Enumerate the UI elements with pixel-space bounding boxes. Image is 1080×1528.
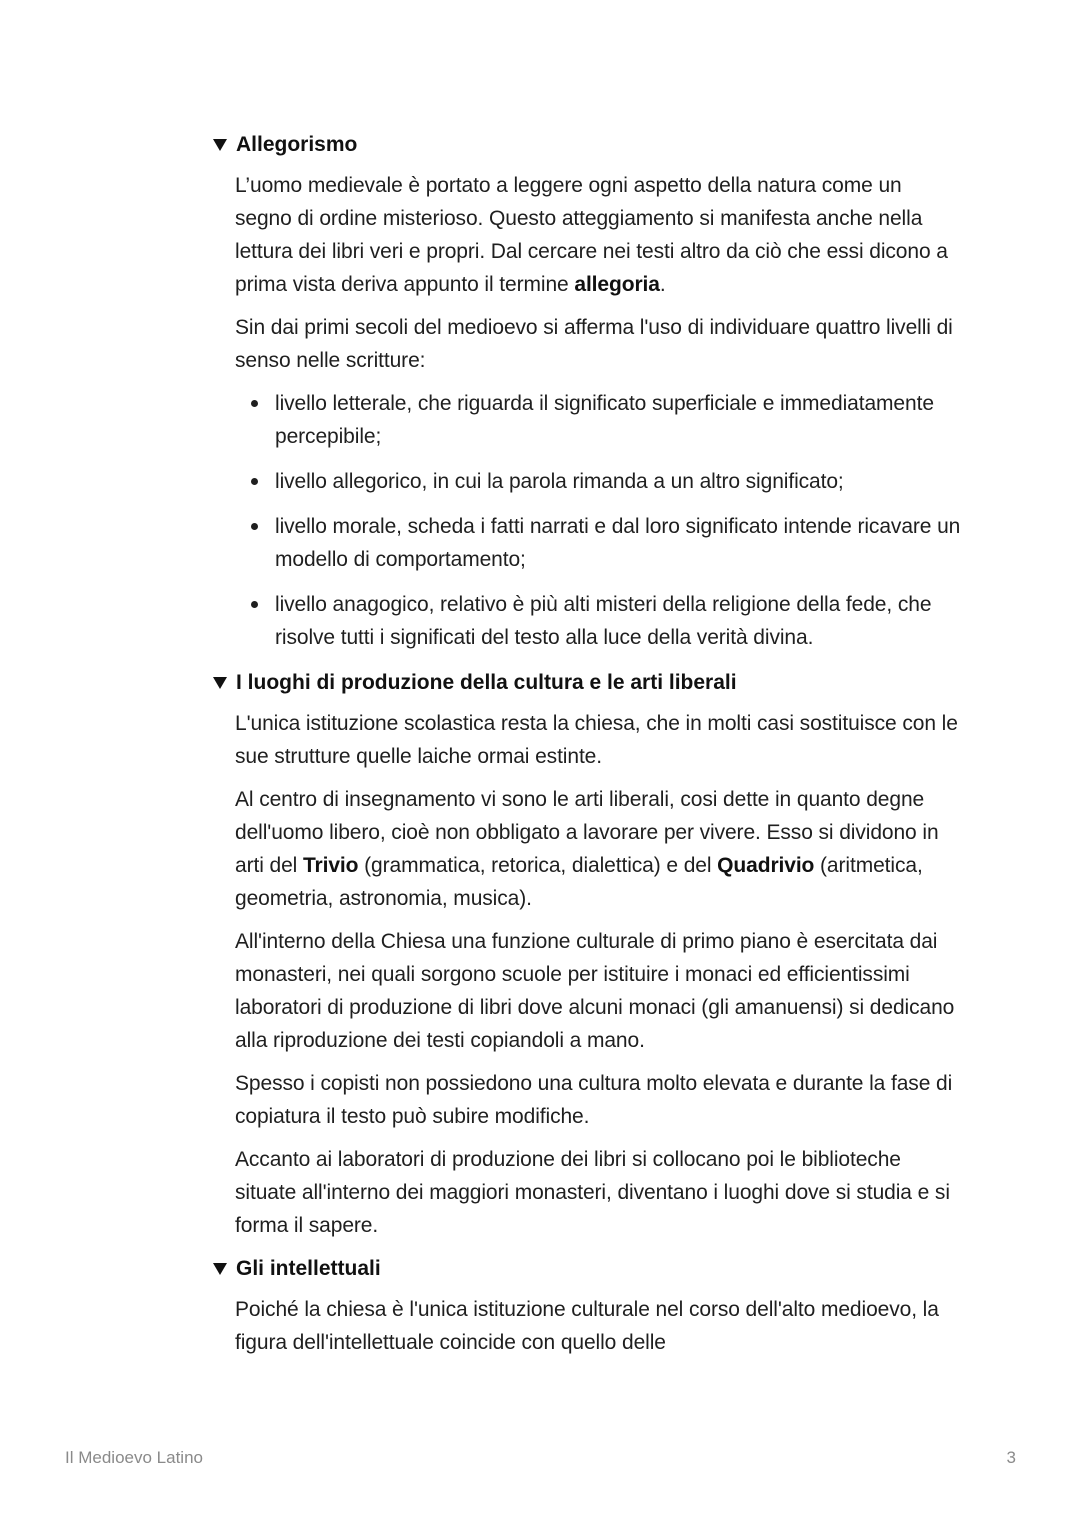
document-content	[212, 128, 962, 1369]
section-body	[235, 1293, 962, 1359]
footer-document-title: Il Medioevo Latino	[65, 1448, 203, 1467]
bullet-icon	[251, 478, 258, 485]
paragraph: Spesso i copisti non possiedono una cultura molto elevata e durante la fase di copiatura il testo può subire modifiche.	[235, 1072, 953, 1128]
toggle-header-allegorismo[interactable]	[212, 128, 962, 161]
section-luoghi-produzione	[212, 666, 962, 1242]
section-body	[235, 169, 962, 654]
paragraph: Accanto ai laboratori di produzione dei libri si collocano poi le biblioteche situate all'interno dei maggiori monasteri, diventano i luoghi dove si studia e si forma il sapere.	[235, 1148, 950, 1237]
section-intellettuali	[212, 1252, 962, 1359]
triangle-down-icon[interactable]	[213, 1263, 227, 1275]
section-body	[235, 707, 962, 1242]
list-item: livello letterale, che riguarda il significato superficiale e immediatamente percepibile;	[235, 387, 962, 453]
paragraph: L’uomo medievale è portato a leggere ogni aspetto della natura come un segno di ordine misterioso. Questo atteggiamento si manifesta anche nella lettura dei libri veri e propri. Dal cercare nei testi altro da ciò che essi dicono a prima vista deriva appunto il termine allegoria.	[235, 174, 948, 296]
bullet-list	[235, 387, 962, 654]
paragraph: All'interno della Chiesa una funzione culturale di primo piano è esercitata dai monasteri, nei quali sorgono scuole per istituire i monaci ed efficientissimi laboratori di produzione di libri dove alcuni monaci (gli amanuensi) si dedicano alla riproduzione dei testi copiandoli a mano.	[235, 930, 955, 1052]
section-title: Allegorismo	[236, 133, 358, 156]
list-item: livello morale, scheda i fatti narrati e dal loro significato intende ricavare un modello di comportamento;	[235, 510, 962, 576]
toggle-header-luoghi[interactable]	[212, 666, 962, 699]
bullet-icon	[251, 601, 258, 608]
bullet-icon	[251, 523, 258, 530]
paragraph: Poiché la chiesa è l'unica istituzione culturale nel corso dell'alto medioevo, la figura dell'intellettuale coincide con quello delle	[235, 1298, 939, 1354]
paragraph: Sin dai primi secoli del medioevo si afferma l'uso di individuare quattro livelli di senso nelle scritture:	[235, 316, 953, 372]
bullet-icon	[251, 400, 258, 407]
paragraph: Al centro di insegnamento vi sono le arti liberali, cosi dette in quanto degne dell'uomo libero, cioè non obbligato a lavorare per vivere. Esso si dividono in arti del Trivio (grammatica, retorica, dialettica) e del Quadrivio (aritmetica, geometria, astronomia, musica).	[235, 788, 939, 910]
triangle-down-icon[interactable]	[213, 677, 227, 689]
section-title: I luoghi di produzione della cultura e le arti liberali	[236, 671, 737, 694]
section-allegorismo	[212, 128, 962, 654]
list-item: livello anagogico, relativo è più alti misteri della religione della fede, che risolve tutti i significati del testo alla luce della verità divina.	[235, 588, 962, 654]
footer-page-number: 3	[1006, 1448, 1016, 1467]
toggle-header-intellettuali[interactable]	[212, 1252, 962, 1285]
section-title: Gli intellettuali	[236, 1257, 381, 1280]
list-item: livello allegorico, in cui la parola rimanda a un altro significato;	[235, 465, 962, 498]
triangle-down-icon[interactable]	[213, 139, 227, 151]
paragraph: L'unica istituzione scolastica resta la chiesa, che in molti casi sostituisce con le sue strutture quelle laiche ormai estinte.	[235, 712, 958, 768]
